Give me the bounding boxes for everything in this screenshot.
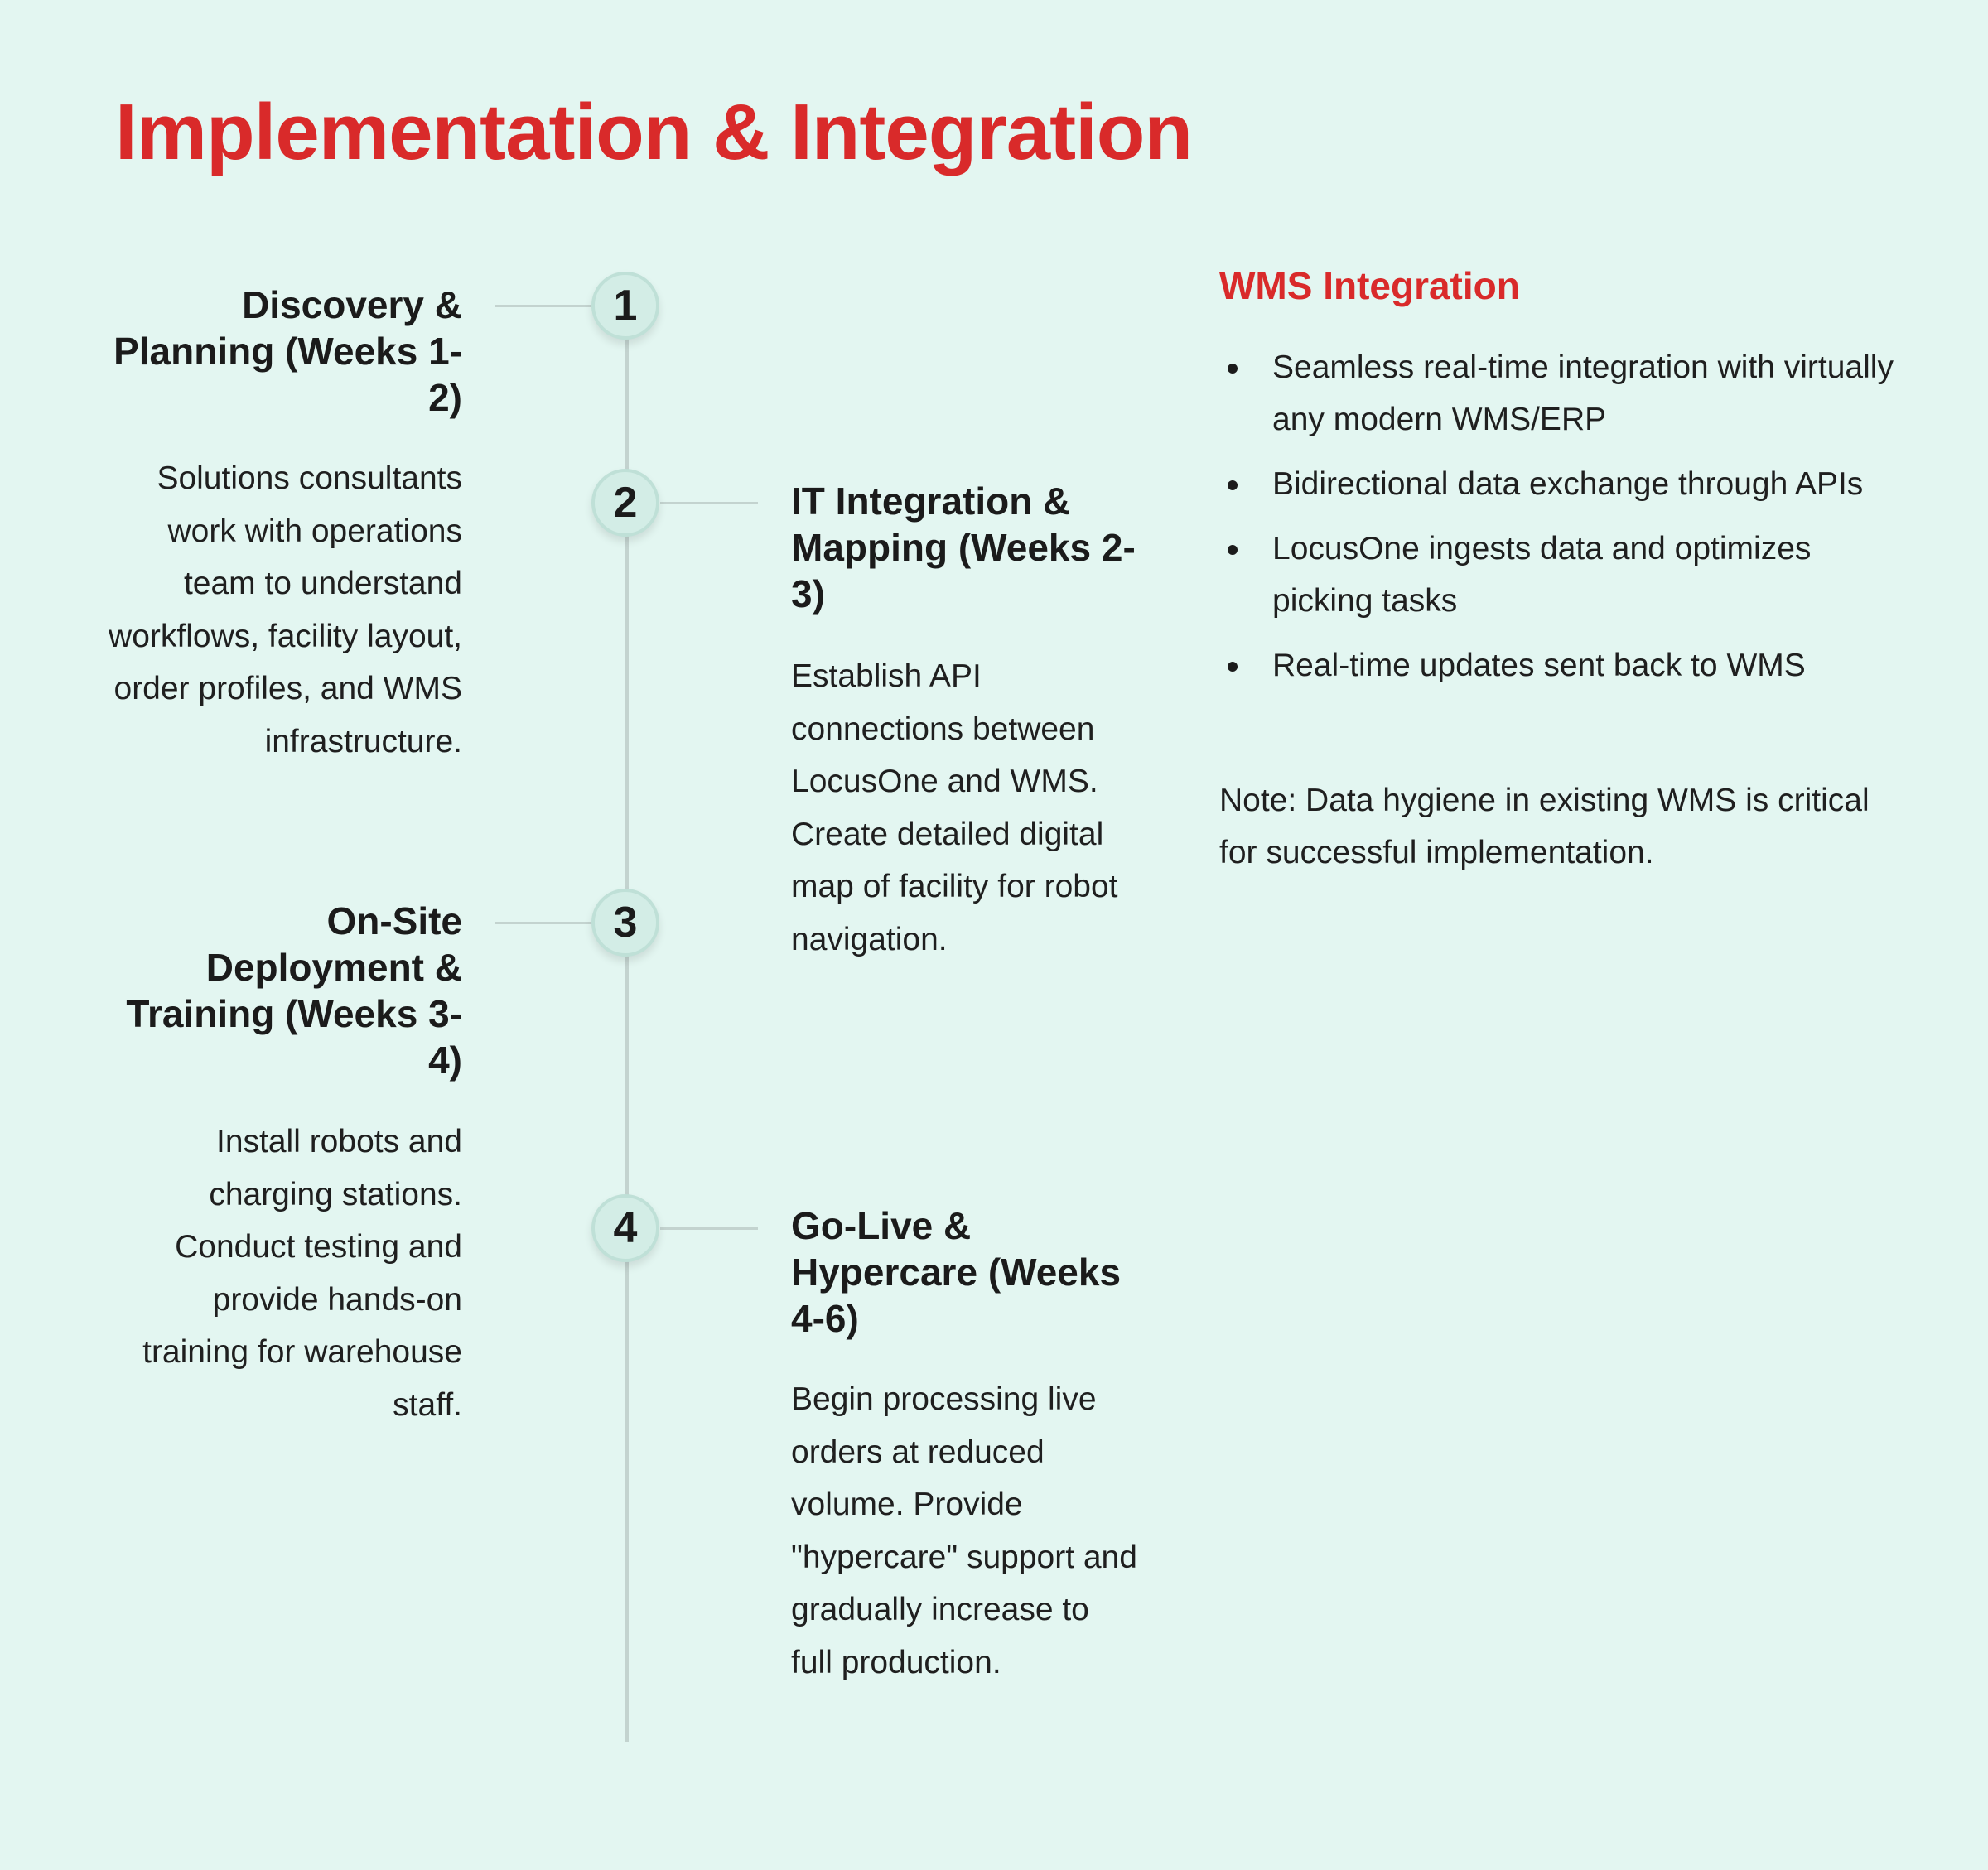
bullet-dot-icon: [1228, 545, 1238, 555]
step-2-node: 2: [591, 469, 659, 537]
step-2-title: IT Integration & Mapping (Weeks 2-3): [791, 480, 1136, 615]
step-3-node: 3: [591, 889, 659, 957]
step-3-title: On-Site Deployment & Training (Weeks 3-4): [126, 899, 462, 1082]
step-4-connector: [660, 1227, 758, 1230]
wms-bullet-text: Seamless real-time integration with virtually any modern WMS/ERP: [1272, 349, 1894, 437]
wms-bullet-list: [1219, 341, 1899, 704]
step-1-description: Solutions consultants work with operations team to understand workflows, facility layout, order profiles, and WMS infrastructure.: [109, 460, 462, 759]
bullet-dot-icon: [1228, 364, 1238, 374]
step-1-title: Discovery & Planning (Weeks 1-2): [113, 283, 462, 419]
step-1-node: 1: [591, 272, 659, 340]
wms-note: Note: Data hygiene in existing WMS is critical for successful implementation.: [1219, 783, 1870, 870]
wms-bullet-item: [1219, 341, 1899, 446]
step-2-description: Establish API connections between LocusOne and WMS. Create detailed digital map of facility for robot navigation.: [791, 658, 1118, 957]
step-4-node: 4: [591, 1194, 659, 1262]
wms-bullet-item: [1219, 523, 1899, 627]
wms-bullet-text: Real-time updates sent back to WMS: [1272, 648, 1806, 683]
step-1-connector: [495, 305, 592, 307]
wms-heading: WMS Integration: [1219, 264, 1520, 307]
wms-bullet-text: LocusOne ingests data and optimizes picking tasks: [1272, 531, 1812, 619]
bullet-dot-icon: [1228, 480, 1238, 490]
bullet-dot-icon: [1228, 662, 1238, 672]
step-4-description: Begin processing live orders at reduced volume. Provide "hypercare" support and gradually increase to full production.: [791, 1381, 1137, 1680]
wms-bullet-text: Bidirectional data exchange through APIs: [1272, 466, 1864, 502]
step-2-connector: [660, 502, 758, 504]
step-3-description: Install robots and charging stations. Conduct testing and provide hands-on training for warehouse staff.: [142, 1124, 462, 1423]
wms-bullet-item: [1219, 639, 1899, 692]
step-3-connector: [495, 922, 592, 924]
step-4-title: Go-Live & Hypercare (Weeks 4-6): [791, 1204, 1122, 1340]
page-title: Implementation & Integration: [115, 88, 1193, 176]
wms-bullet-item: [1219, 458, 1899, 510]
